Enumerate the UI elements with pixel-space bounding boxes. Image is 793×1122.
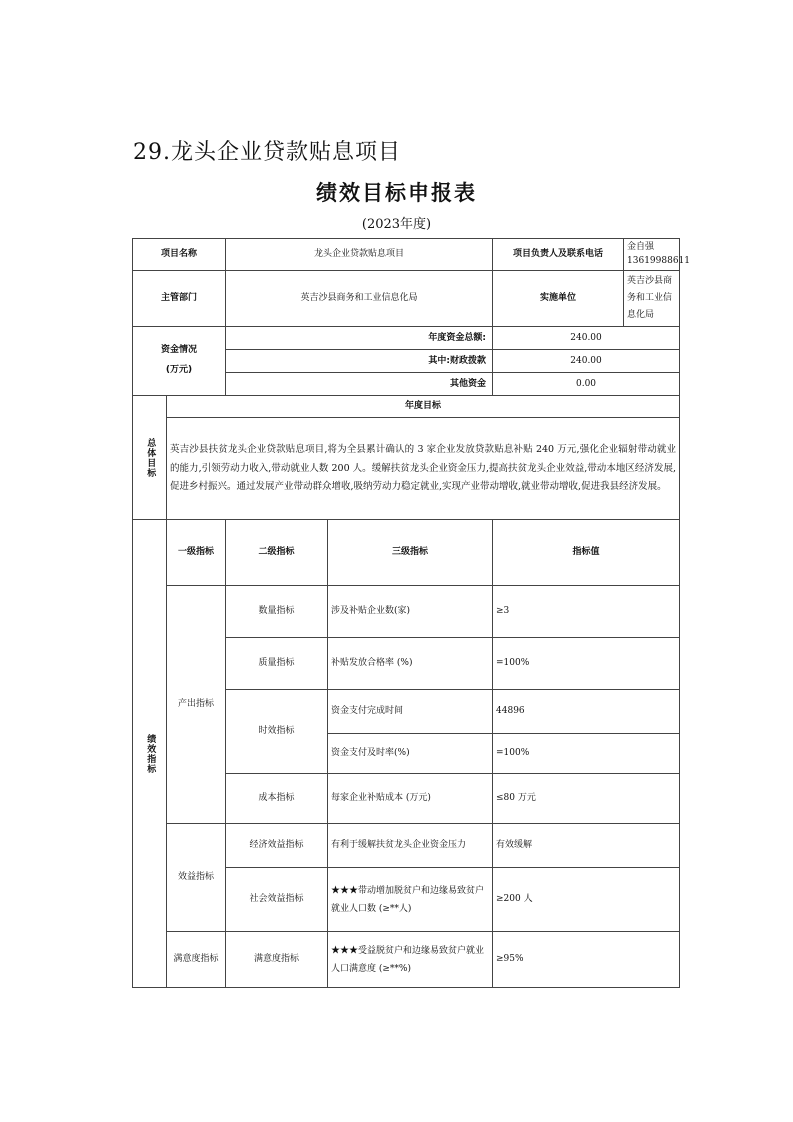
impl-split-cell bbox=[493, 271, 680, 327]
annual-goal-text-row bbox=[133, 418, 680, 520]
value-cell: =100% bbox=[493, 734, 680, 774]
level2-cell: 经济效益指标 bbox=[226, 824, 328, 868]
value-cell: ≥200 人 bbox=[493, 868, 680, 932]
indicator-row bbox=[133, 824, 680, 868]
level2-cell: 质量指标 bbox=[226, 638, 328, 690]
dept-value: 英吉沙县商务和工业信息化局 bbox=[226, 271, 493, 327]
value-cell: ≤80 万元 bbox=[493, 774, 680, 824]
section-heading: 29.龙头企业贷款贴息项目 bbox=[133, 140, 401, 165]
level2-cell: 时效指标 bbox=[226, 690, 328, 774]
level2-cell: 社会效益指标 bbox=[226, 868, 328, 932]
funds-row-total bbox=[133, 327, 680, 350]
funds-other-value: 0.00 bbox=[493, 373, 680, 396]
overall-goal-label-cell bbox=[133, 396, 167, 520]
project-name-label: 项目名称 bbox=[133, 239, 226, 271]
form-year: (2023年度) bbox=[361, 217, 432, 232]
impl-label: 实施单位 bbox=[493, 271, 624, 326]
indicator-header-row bbox=[133, 520, 680, 586]
funds-other-label: 其他资金 bbox=[226, 373, 493, 396]
header-level1: 一级指标 bbox=[167, 520, 226, 586]
level3-cell: 补贴发放合格率 (%) bbox=[328, 638, 493, 690]
project-name-row bbox=[133, 239, 680, 271]
value-cell: ≥95% bbox=[493, 932, 680, 988]
level3-cell: 有利于缓解扶贫龙头企业资金压力 bbox=[328, 824, 493, 868]
header-value: 指标值 bbox=[493, 520, 680, 586]
annual-goal-header-row bbox=[133, 396, 680, 418]
funds-total-label: 年度资金总额: bbox=[226, 327, 493, 350]
contact-subtable bbox=[493, 239, 691, 270]
overall-goal-label: 总体目标 bbox=[145, 437, 156, 478]
value-cell: 有效缓解 bbox=[493, 824, 680, 868]
level1-satisfaction: 满意度指标 bbox=[167, 932, 226, 988]
level3-cell: 资金支付完成时间 bbox=[328, 690, 493, 734]
funds-label-line2: (万元) bbox=[165, 365, 193, 376]
funds-label bbox=[133, 327, 226, 396]
funds-total-value: 240.00 bbox=[493, 327, 680, 350]
level2-cell: 满意度指标 bbox=[226, 932, 328, 988]
contact-value: 金自强 13619988611 bbox=[627, 242, 691, 266]
level3-cell: ★★★带动增加脱贫户和边缘易致贫户就业人口数 (≥**人) bbox=[328, 868, 493, 932]
header-level3: 三级指标 bbox=[328, 520, 493, 586]
contact-label: 项目负责人及联系电话 bbox=[493, 239, 624, 270]
indicator-row bbox=[133, 586, 680, 638]
level3-cell: 涉及补贴企业数(家) bbox=[328, 586, 493, 638]
form-title: 绩效目标申报表 bbox=[316, 180, 477, 205]
impl-subtable bbox=[493, 271, 679, 326]
performance-label-cell bbox=[133, 520, 167, 988]
value-cell: ≥3 bbox=[493, 586, 680, 638]
annual-goal-text: 英吉沙县扶贫龙头企业贷款贴息项目,将为全县累计确认的 3 家企业发放贷款贴息补贴 240 万元,强化企业辐射带动就业的能力,引领劳动力收入,带动就业人数 200 人。缓解扶贫龙头企业资金压力,提高扶贫龙头企业效益,带动本地区经济发展,促进乡村振兴。通过发展产业带动群众增收,吸纳劳动力稳定就业,实现产业带动增收,就业带动增收,促进我县经济发展。 bbox=[167, 418, 680, 520]
impl-value: 英吉沙县商务和工业信息化局 bbox=[627, 276, 673, 321]
header-level2: 二级指标 bbox=[226, 520, 328, 586]
dept-label: 主管部门 bbox=[133, 271, 226, 327]
value-cell: 44896 bbox=[493, 690, 680, 734]
level3-cell: ★★★受益脱贫户和边缘易致贫户就业人口满意度 (≥**%) bbox=[328, 932, 493, 988]
level1-output: 产出指标 bbox=[167, 586, 226, 824]
funds-fiscal-label: 其中:财政拨款 bbox=[226, 350, 493, 373]
funds-label-line1: 资金情况 bbox=[161, 345, 198, 356]
performance-label: 绩效指标 bbox=[145, 733, 156, 774]
project-name-value: 龙头企业贷款贴息项目 bbox=[226, 239, 493, 271]
value-cell: =100% bbox=[493, 638, 680, 690]
level3-cell: 每家企业补贴成本 (万元) bbox=[328, 774, 493, 824]
level3-cell: 资金支付及时率(%) bbox=[328, 734, 493, 774]
performance-goal-table bbox=[132, 238, 691, 988]
indicator-row bbox=[133, 932, 680, 988]
level2-cell: 成本指标 bbox=[226, 774, 328, 824]
department-row bbox=[133, 271, 680, 327]
level2-cell: 数量指标 bbox=[226, 586, 328, 638]
funds-fiscal-value: 240.00 bbox=[493, 350, 680, 373]
level1-benefit: 效益指标 bbox=[167, 824, 226, 932]
contact-split-cell bbox=[493, 239, 691, 271]
annual-goal-label: 年度目标 bbox=[167, 396, 680, 418]
